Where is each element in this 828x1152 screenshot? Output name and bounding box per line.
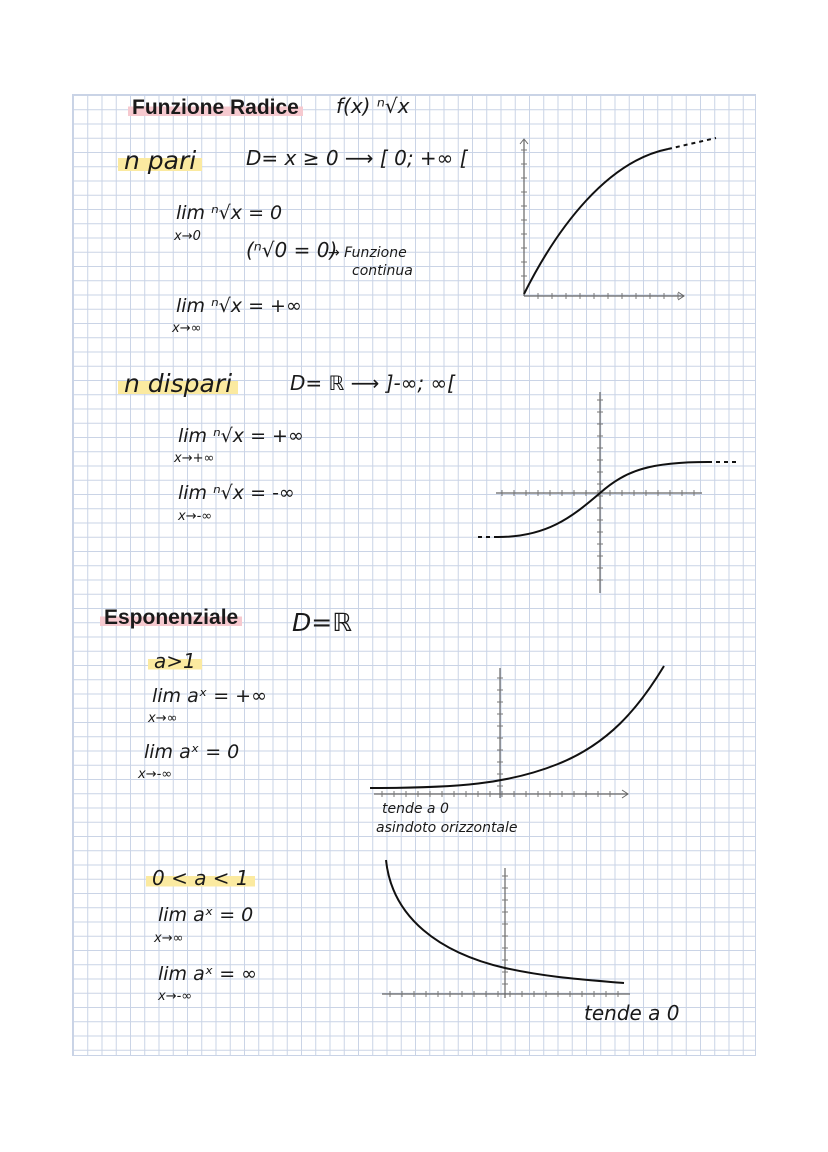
- limit-exp-4: lim aˣ = ∞: [158, 963, 258, 985]
- limit-exp-4-sub: x→-∞: [158, 989, 193, 1004]
- limit-pari-1-sub: x→0: [174, 229, 201, 244]
- limit-exp-3: lim aˣ = 0: [158, 904, 254, 926]
- domain-pari: D= x ≥ 0 ⟶ [ 0; +∞ [: [246, 146, 468, 170]
- note-continuity-line2: continua: [352, 263, 413, 279]
- limit-exp-2-sub: x→-∞: [138, 767, 173, 782]
- limit-pari-2: lim ⁿ√x = +∞: [176, 295, 302, 317]
- radice-formula: f(x) ⁿ√x: [336, 94, 410, 118]
- graph-root-even: [518, 136, 718, 301]
- limit-pari-2-sub: x→∞: [172, 321, 202, 336]
- limit-exp-2: lim aˣ = 0: [144, 741, 240, 763]
- limit-dispari-1: lim ⁿ√x = +∞: [178, 425, 304, 447]
- note-tende-a-0: tende a 0: [382, 801, 449, 817]
- limit-exp-3-sub: x→∞: [154, 931, 184, 946]
- domain-dispari: D= ℝ ⟶ ]-∞; ∞[: [290, 371, 455, 395]
- note-continuity-arrow: → Funzione: [328, 245, 407, 261]
- label-a-between-0-1: 0 < a < 1: [146, 868, 255, 888]
- note-asintoto: asindoto orizzontale: [376, 820, 518, 836]
- limit-exp-1-sub: x→∞: [148, 711, 178, 726]
- graph-exp-growth: [368, 664, 668, 802]
- label-n-dispari: n dispari: [118, 371, 238, 396]
- section-title-esponenziale: Esponenziale: [100, 607, 242, 628]
- graph-root-odd: [476, 390, 741, 595]
- domain-esponenziale: D=ℝ: [292, 608, 352, 637]
- label-a-gt-1: a>1: [148, 651, 202, 671]
- graph-exp-decay: [380, 858, 640, 1003]
- limit-pari-1: lim ⁿ√x = 0: [176, 202, 283, 224]
- limit-dispari-2: lim ⁿ√x = -∞: [178, 482, 295, 504]
- note-tende-a-0-2: tende a 0: [584, 1001, 680, 1025]
- limit-exp-1: lim aˣ = +∞: [152, 685, 267, 707]
- note-continuity: (ⁿ√0 = 0): [246, 238, 338, 262]
- limit-dispari-1-sub: x→+∞: [174, 451, 215, 466]
- label-n-pari: n pari: [118, 148, 202, 173]
- section-title-radice: Funzione Radice: [128, 97, 303, 118]
- limit-dispari-2-sub: x→-∞: [178, 509, 213, 524]
